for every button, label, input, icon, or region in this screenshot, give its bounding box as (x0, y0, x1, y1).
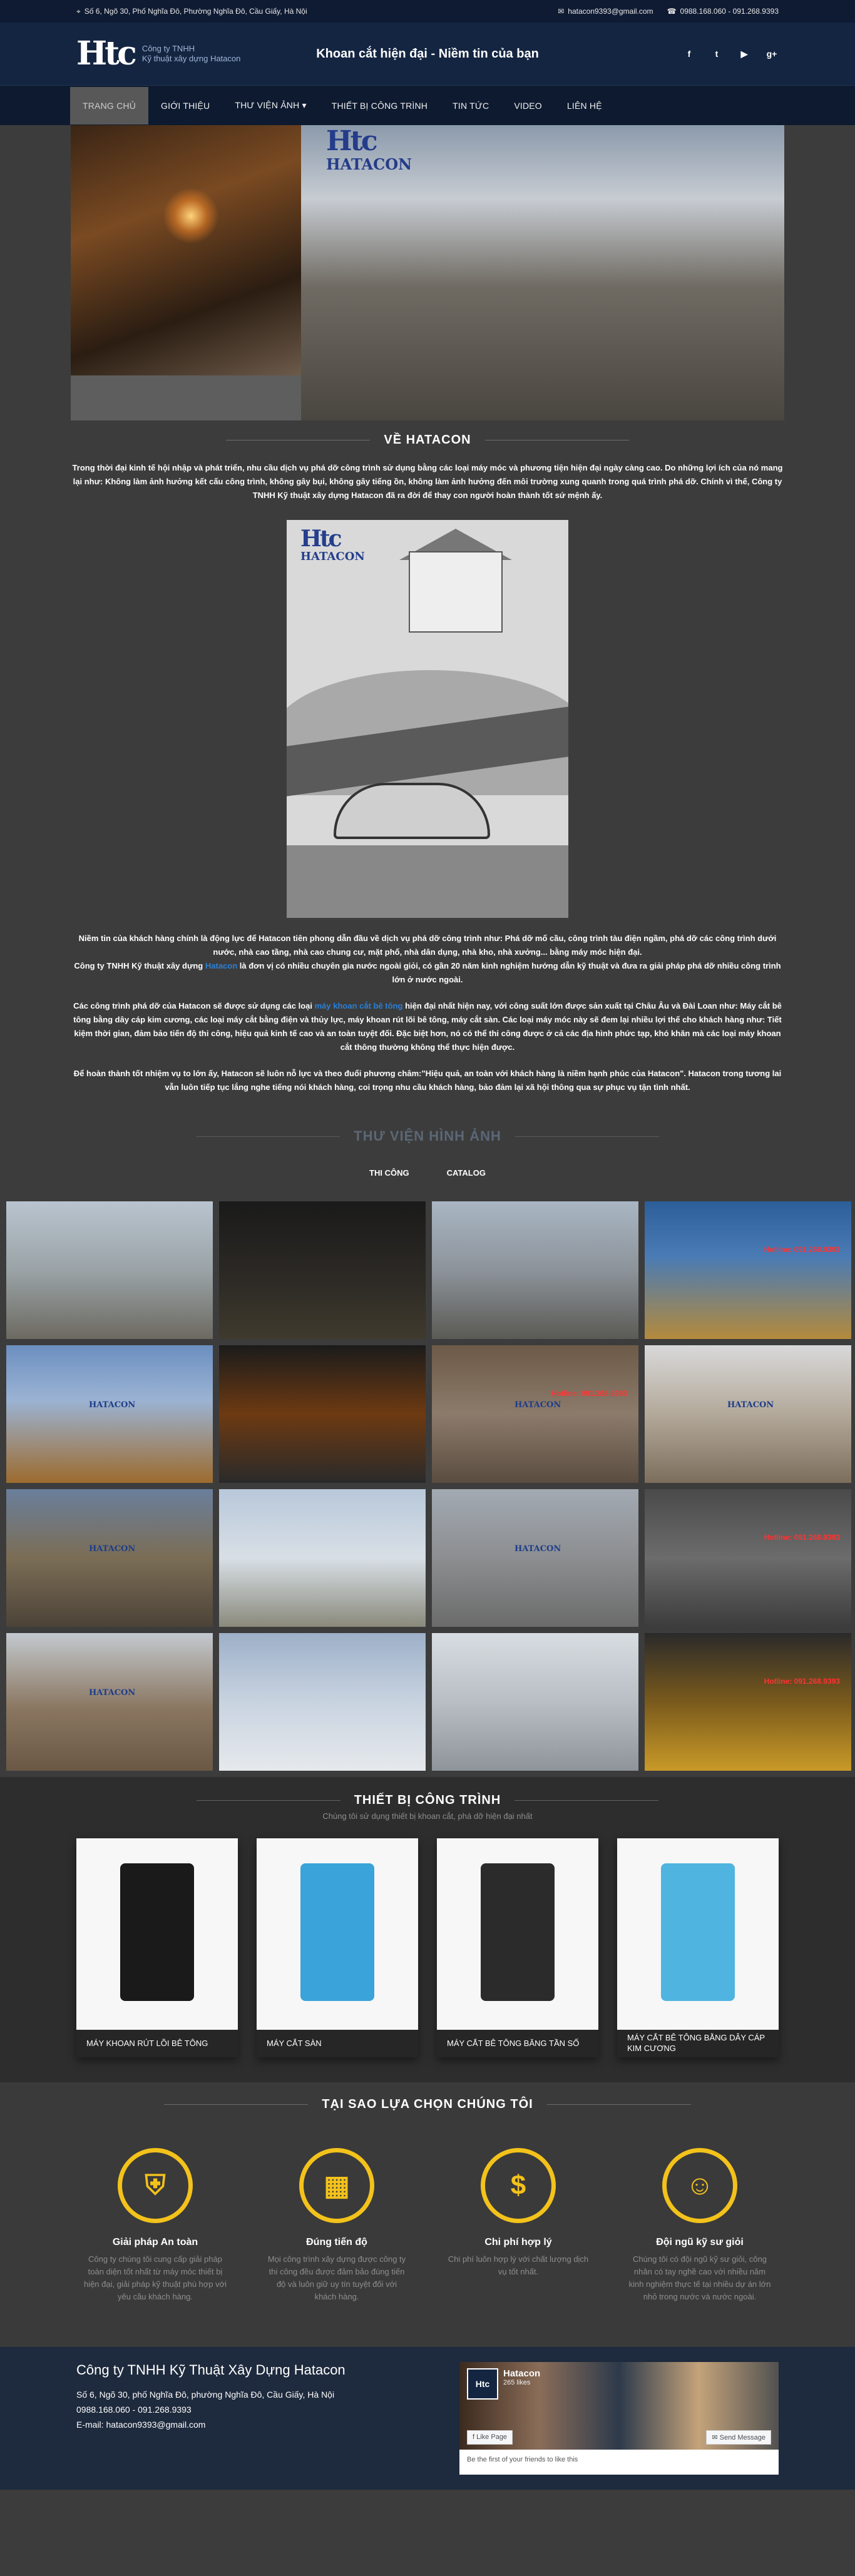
nav-item-3[interactable]: THIẾT BỊ CÔNG TRÌNH (331, 100, 428, 111)
photo-logo-watermark: HATACON (515, 1544, 561, 1554)
messenger-icon: ✉ (712, 2434, 720, 2441)
why-section (0, 2082, 855, 2347)
facebook-icon: f (473, 2433, 477, 2441)
p2b-before: Công ty TNHH Kỹ thuật xây dựng (74, 961, 205, 970)
banner-photo-workers (301, 125, 784, 420)
photo-hotline-watermark: Hotline: 091.268.9393 (764, 1677, 840, 1686)
equipment-subtitle: Chúng tôi sử dụng thiết bị khoan cắt, phá dỡ hiện đại nhất (322, 1811, 533, 1821)
photo-logo-watermark: HATACON (89, 1400, 136, 1410)
equipment-caption[interactable]: MÁY CẮT SÀN (257, 2030, 418, 2057)
tab-catalog[interactable]: CATALOG (446, 1168, 486, 1178)
footer-email[interactable]: E-mail: hatacon9393@gmail.com (76, 2420, 206, 2430)
footer-contact (76, 2362, 346, 2465)
illus-logo-name: HATACON (300, 550, 365, 563)
phone-icon: ☎ (667, 7, 677, 16)
equipment-machine-shape (661, 1863, 735, 2001)
why-item (83, 2148, 227, 2303)
equipment-section (0, 1777, 855, 2082)
youtube-icon[interactable]: ▶ (740, 48, 748, 59)
why-items (0, 2148, 855, 2303)
site-header (0, 23, 855, 85)
nav-item-4[interactable]: TIN TỨC (453, 100, 489, 111)
p2b-after: là đơn vị có nhiều chuyên gia nước ngoài giỏi, có gần 20 năm kinh nghiệm hướng dẫn kỹ thuật và đưa ra giải pháp phá dỡ nhiều công trình lớn ở nước ngoài. (237, 961, 781, 984)
illus-ground (287, 845, 568, 918)
calendar-check-icon: ▦ (299, 2148, 374, 2223)
equipment-photo[interactable] (617, 1838, 779, 2030)
banner-filler (71, 375, 301, 420)
gallery-photo[interactable] (219, 1345, 426, 1483)
fb-page-header (467, 2368, 540, 2400)
gallery-tabs (0, 1168, 855, 1178)
why-item-title: Chi phí hợp lý (484, 2237, 552, 2248)
why-item-desc: Công ty chúng tôi cung cấp giải pháp toàn diện tốt nhất từ máy móc thiết bị hiện đại, giải pháp kỹ thuật phù hợp với yêu cầu khách hàng. (83, 2254, 227, 2301)
equipment-card[interactable] (437, 1838, 598, 2057)
equipment-photo[interactable] (437, 1838, 598, 2030)
gallery-photo[interactable] (219, 1201, 426, 1339)
gallery-grid (0, 1201, 855, 1771)
equipment-card[interactable] (257, 1838, 418, 2057)
gallery-photo[interactable] (219, 1489, 426, 1627)
about-paragraph-3 (71, 999, 784, 1054)
photo-hotline-watermark: Hotline: 091.268.9393 (764, 1245, 840, 1254)
illus-house (409, 551, 503, 633)
hatacon-link[interactable]: Hatacon (205, 961, 238, 970)
illus-bridge (334, 783, 490, 839)
tab-thi-cong[interactable]: THI CÔNG (369, 1168, 409, 1178)
topbar-phone[interactable] (667, 7, 779, 16)
equipment-machine-shape (300, 1863, 374, 2001)
logo-mark[interactable]: Htc (76, 34, 135, 73)
photo-logo-watermark: HATACON (515, 1400, 561, 1410)
fb-page-avatar[interactable]: Htc (467, 2368, 498, 2400)
photo-logo-watermark: HATACON (89, 1688, 136, 1698)
banner-logo-name: HATACON (326, 155, 412, 173)
envelope-icon: ✉ (558, 7, 565, 16)
twitter-icon[interactable]: t (715, 49, 719, 59)
photo-logo-watermark: HATACON (89, 1544, 136, 1554)
equipment-photo[interactable] (257, 1838, 418, 2030)
topbar-email[interactable] (558, 7, 653, 16)
divider (515, 1136, 659, 1137)
dollar-icon: $ (481, 2148, 556, 2223)
equipment-caption[interactable]: MÁY CẮT BÊ TÔNG BĂNG TẦN SỐ (437, 2030, 598, 2057)
fb-message-button[interactable] (706, 2430, 771, 2445)
gallery-photo[interactable] (645, 1633, 851, 1771)
banner-logo-mark: Htc (326, 125, 376, 157)
google-plus-icon[interactable]: g+ (766, 49, 777, 59)
equipment-machine-shape (481, 1863, 555, 2001)
fb-page-likes: 265 likes (503, 2379, 531, 2386)
fb-like-label: Like Page (476, 2433, 508, 2441)
fb-page-name[interactable]: Hatacon (503, 2368, 541, 2379)
site-footer (0, 2347, 855, 2490)
gallery-title-text: THƯ VIỆN HÌNH ẢNH (354, 1128, 501, 1144)
about-intro: Trong thời đại kinh tế hội nhập và phát triển, nhu cầu dịch vụ phá dỡ công trình sử dụng bằng các loại máy móc và phương tiện hiện đại ngày càng cao. Do những lợi ích của nó mang lại như: Không làm ảnh hưởng kết cấu công trình, không gây bụi, không gây tiếng ồn, không làm ảnh hưởng đến môi trường xung quanh trong quá trình phá dỡ. Chính vì thế, Công ty TNHH Kỹ thuật xây dựng Hatacon đã ra đời để thay con người hoàn thành tốt sứ mệnh ấy. (72, 463, 783, 500)
why-title (0, 2097, 855, 2112)
topbar-phone-text[interactable]: 0988.168.060 - 091.268.9393 (680, 7, 779, 16)
gallery-title (0, 1128, 855, 1144)
footer-address: Số 6, Ngõ 30, phố Nghĩa Đô, phường Nghĩa Đô, Cầu Giấy, Hà Nội (76, 2390, 335, 2400)
about-paragraph-2: Niềm tin của khách hàng chính là động lực để Hatacon tiên phong dẫn đầu về dịch vụ phá dỡ công trình như: Phá dỡ mố cầu, công trình tàu điện ngầm, phá dỡ các công trình dưới nước, nhà cao tầng, nhà cao chung cư, mặt phố, nhà dân dụng, nhà kho, nhà xưởng... bằng máy móc hiện đại. (78, 934, 777, 957)
photo-hotline-watermark: Hotline: 091.268.9393 (764, 1533, 840, 1542)
fb-note: Be the first of your friends to like this (467, 2456, 578, 2463)
fb-buttons (467, 2430, 771, 2445)
about-paragraph-2b (71, 959, 784, 987)
nav-item-5[interactable]: VIDEO (514, 100, 542, 111)
fb-cover (459, 2362, 779, 2450)
equipment-card[interactable] (76, 1838, 238, 2057)
facebook-icon[interactable]: f (687, 49, 691, 59)
gallery-photo[interactable] (432, 1201, 638, 1339)
gallery-photo[interactable] (219, 1633, 426, 1771)
nav-item-6[interactable]: LIÊN HỆ (566, 100, 602, 111)
gallery-photo[interactable] (432, 1633, 638, 1771)
why-item (628, 2148, 772, 2303)
gallery-photo[interactable] (645, 1345, 851, 1483)
about-illustration (287, 520, 568, 918)
top-bar (0, 0, 855, 23)
photo-hotline-watermark: Hotline: 091.268.9393 (551, 1389, 627, 1398)
illus-logo-mark: Htc (300, 526, 340, 552)
fb-message-label: Send Message (719, 2434, 765, 2441)
about-title-text: VỀ HATACON (384, 433, 471, 447)
gallery-photo[interactable] (6, 1345, 213, 1483)
p3-after: hiện đại nhất hiện nay, với công suất lớn được sản xuất tại Châu Âu và Đài Loan như: Máy cắt bê tông bằng dây cáp kim cương, các loại máy cắt bằng điện và thủy lực, máy khoan rút lõi bê tông, máy cắt sàn. Các loại máy móc này sẽ đem lại nhiều lợi thế cho khách hàng như: Tiết kiệm thời gian, đảm bảo tiến độ thi công, hiệu quả kinh tế cao và an toàn tuyệt đối. Đặc biệt hơn, nó có thể thi công được ở cả các địa hình phức tạp, khó khăn mà các loại máy khoan cắt thông thường không thể thực hiện được. (73, 1001, 782, 1052)
equipment-photo[interactable] (76, 1838, 238, 2030)
nav-item-0[interactable]: TRANG CHỦ (70, 87, 148, 125)
gallery-photo[interactable] (432, 1345, 638, 1483)
illus-logo (300, 527, 365, 563)
divider (547, 2104, 691, 2105)
users-icon: ☺ (662, 2148, 737, 2223)
company-line-2: Kỹ thuật xây dựng Hatacon (141, 54, 241, 63)
topbar-address-text: Số 6, Ngõ 30, Phố Nghĩa Đô, Phường Nghĩa Đô, Cầu Giấy, Hà Nội (84, 7, 307, 16)
gallery-photo[interactable] (6, 1633, 213, 1771)
banner-photo-welding (71, 125, 301, 375)
equipment-caption[interactable]: MÁY CẮT BÊ TÔNG BẰNG DÂY CÁP KIM CƯƠNG (617, 2030, 779, 2057)
equipment-card[interactable] (617, 1838, 779, 2057)
social-links (553, 47, 779, 61)
shield-icon: ⛨ (118, 2148, 193, 2223)
equipment-machine-shape (120, 1863, 194, 2001)
why-title-text: TẠI SAO LỰA CHỌN CHÚNG TÔI (322, 2097, 533, 2111)
why-item (446, 2148, 590, 2303)
facebook-page-widget[interactable] (459, 2362, 779, 2475)
equipment-cards (0, 1838, 855, 2057)
gallery-photo[interactable] (432, 1489, 638, 1627)
why-item-title: Đúng tiến độ (306, 2237, 367, 2248)
equipment-caption[interactable]: MÁY KHOAN RÚT LÕI BÊ TÔNG (76, 2030, 238, 2057)
nav-item-1[interactable]: GIỚI THIỆU (161, 100, 210, 111)
topbar-address (76, 7, 307, 16)
about-section (71, 420, 784, 1094)
footer-info (76, 2387, 346, 2432)
nav-item-2[interactable]: THƯ VIỆN ẢNH ▾ (235, 100, 307, 110)
main-nav (0, 85, 855, 125)
why-item-desc: Chúng tôi có đội ngũ kỹ sư giỏi, công nhân có tay nghề cao với nhiều năm kinh nghiệm thực tế tại nhiều dự án lớn nhỏ trong nước và nước ngoài. (628, 2254, 771, 2301)
header-slogan: Khoan cắt hiện đại - Niềm tin của bạn (316, 46, 539, 61)
equipment-title-text: THIẾT BỊ CÔNG TRÌNH (354, 1793, 501, 1807)
topbar-email-text[interactable]: hatacon9393@gmail.com (568, 7, 653, 16)
divider (515, 1800, 658, 1801)
p3-before: Các công trình phá dỡ của Hatacon sẽ được sử dụng các loại (73, 1001, 315, 1011)
drill-cut-link[interactable]: máy khoan cắt bê tông (314, 1001, 403, 1011)
divider (164, 2104, 308, 2105)
fb-like-button[interactable] (467, 2430, 513, 2445)
location-pin-icon: ⌖ (76, 6, 81, 16)
company-line-1: Công ty TNHH (141, 43, 195, 53)
footer-company: Công ty TNHH Kỹ Thuật Xây Dựng Hatacon (76, 2362, 346, 2378)
equipment-title (0, 1793, 855, 1808)
about-title (71, 433, 784, 447)
why-item-desc: Chi phí luôn hợp lý với chất lượng dịch vụ tốt nhất. (448, 2254, 589, 2276)
why-item-desc: Mọi công trình xây dựng được công ty thi công đều được đảm bảo đúng tiến độ và luôn giữ uy tín tuyệt đối với khách hàng. (267, 2254, 406, 2301)
why-item-title: Giải pháp An toàn (112, 2237, 198, 2248)
gallery-photo[interactable] (6, 1201, 213, 1339)
banner-logo (326, 125, 412, 173)
gallery-photo[interactable] (6, 1489, 213, 1627)
photo-logo-watermark: HATACON (727, 1400, 774, 1410)
gallery-photo[interactable] (645, 1489, 851, 1627)
footer-phone[interactable]: 0988.168.060 - 091.268.9393 (76, 2405, 192, 2415)
divider (197, 1800, 340, 1801)
about-paragraph-4: Để hoàn thành tốt nhiệm vụ to lớn ấy, Hatacon sẽ luôn nỗ lực và theo đuổi phương châm:"Hiệu quả, an toàn với khách hàng là niềm hạnh phúc của Hatacon". Hatacon trong tương lai vẫn luôn tiếp tục lắng nghe tiếng nói khách hàng, coi trọng nhu cầu khách hàng, bảo đảm lại xã hội thông qua sự phục vụ tận tình nhất. (73, 1069, 782, 1092)
why-item (265, 2148, 409, 2303)
site-logo[interactable] (76, 34, 302, 73)
divider (196, 1136, 340, 1137)
gallery-photo[interactable] (645, 1201, 851, 1339)
why-item-title: Đội ngũ kỹ sư giỏi (656, 2237, 744, 2248)
hero-banner (71, 125, 784, 420)
logo-text (142, 44, 241, 64)
